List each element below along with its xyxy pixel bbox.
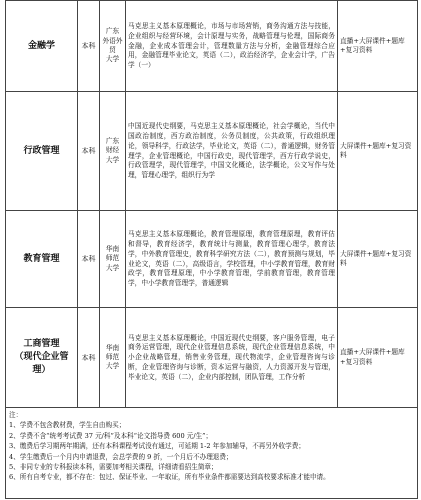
course-list: 马克思主义基本原理概论，中国近现代史纲要，客户服务管理，电子商务运营管理，现代企业管理信息系统，现代企业管理信息系统，中小企业战略管理，销售业务管理，现代物流学，企业管理咨询与诊断，企业管理咨询与诊断，资本运营与融资，人力资源开发与管理，毕业论文，英语（二），企业内部控制，团队管理，工作分析 bbox=[126, 308, 338, 408]
course-list: 马克思主义基本原理概论，市场与市场营销，商务沟通方法与技能，企业组织与经营环境，会计原理与实务，战略管理与伦理，国际商务金融，企业成本管理会计，管理数量方法与分析，金融管理综合应用，金融管理毕业论文，英语（二），政治经济学，企业会计学，广告学（一） bbox=[126, 1, 338, 92]
table-row bbox=[6, 1, 418, 92]
course-list: 马克思主义基本原理概论，教育管理原理，教育管理原理，教育评估和督导，教育经济学，教育统计与测量，教育管理心理学，教育法学，中外教育管理史，教育科学研究方法（二），教育预测与规划，毕业论文，英语（二），高级语言，学校管理，中小学教育管理，教育财政学，教育管理原理，中小学教育管理，学前教育管理，教育管理学，中小学教育管理学，普通逻辑 bbox=[126, 211, 338, 308]
note-item: 1、学费不包含教材费，学生自由购买； bbox=[9, 421, 126, 430]
school-name: 广东 外语外 贸 大学 bbox=[100, 1, 126, 92]
school-name: 华南 师范 大学 bbox=[100, 308, 126, 408]
study-mode: 直播+大屏课件+题库+复习资料 bbox=[338, 308, 418, 408]
school-name: 广东 财经 大学 bbox=[100, 92, 126, 211]
note-item: 5、非同专业的专科报读本科，需要加考相关课程，详细请看招生简章； bbox=[9, 463, 218, 472]
degree-level: 本科 bbox=[78, 308, 100, 408]
major-name: 教育管理 bbox=[6, 211, 78, 308]
school-name: 华南 师范 大学 bbox=[100, 211, 126, 308]
degree-level: 本科 bbox=[78, 92, 100, 211]
major-name: 工商管理 （现代企业管 理） bbox=[6, 308, 78, 408]
programs-table bbox=[5, 0, 418, 499]
programs-table-sheet bbox=[5, 0, 417, 500]
study-mode: 大屏课件+题库+复习资料 bbox=[338, 92, 418, 211]
degree-level: 本科 bbox=[78, 211, 100, 308]
note-item: 3、缴费后学习期两年期满，还有本科课程考试没有通过，可延期 1-2 年参加辅导，不再另外收学费； bbox=[9, 442, 305, 451]
study-mode: 大屏课件+题库+复习资料 bbox=[338, 211, 418, 308]
study-mode: 直播+大屏课件+题库+复习资料 bbox=[338, 1, 418, 92]
table-row bbox=[6, 211, 418, 308]
note-item: 6、所有自考专业，都不存在：包过、保证毕业、一年取证，所有毕业条件都需要达到高校要求标准才能申请。 bbox=[9, 473, 330, 482]
notes bbox=[6, 408, 418, 499]
degree-level: 本科 bbox=[78, 1, 100, 92]
major-name: 金融学 bbox=[6, 1, 78, 92]
table-row bbox=[6, 308, 418, 408]
note-item: 2、学费不含“统考考试费 37 元/科”及本科“论文指导费 600 元/生”； bbox=[9, 431, 213, 440]
table-row bbox=[6, 92, 418, 211]
course-list: 中国近现代史纲要，马克思主义基本原理概论，社会学概论，当代中国政治制度，西方政治制度，公务员制度，公共政策，行政组织理论，领导科学，行政法学，毕业论文，英语（二），普通逻辑，财务管理学，企业管理概论，中国行政史，现代管理学，西方行政学说史，行政管理学，现代管理学，中国文化概论，法学概论，公文写作与处理，管理心理学，组织行为学 bbox=[126, 92, 338, 211]
major-name: 行政管理 bbox=[6, 92, 78, 211]
notes-row bbox=[6, 408, 418, 499]
notes-heading: 注： bbox=[9, 411, 23, 419]
note-item: 4、学生缴费后一个月内申请退费，会总学费的 9 折，一个月后不办理退费； bbox=[9, 452, 233, 461]
